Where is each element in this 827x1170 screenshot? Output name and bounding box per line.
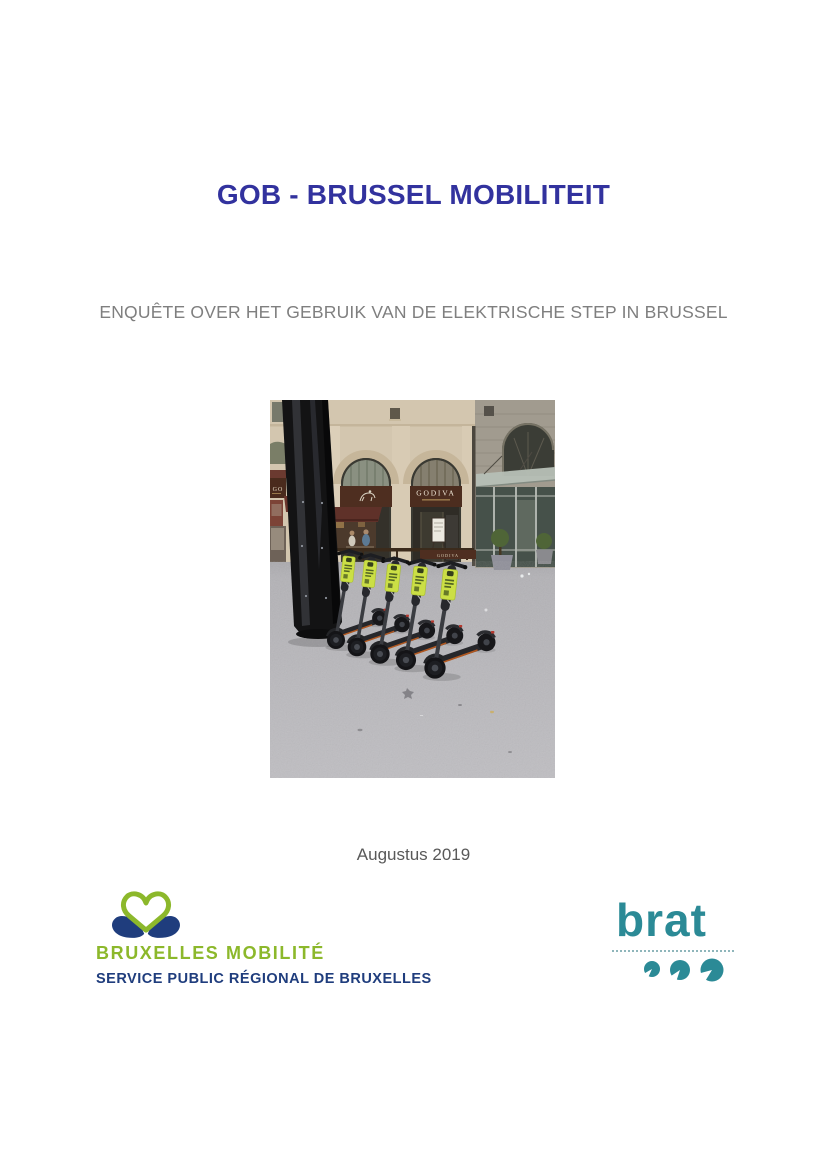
- cover-photo-illustration: [270, 400, 555, 778]
- heart-flower-icon: [108, 884, 184, 940]
- brat-blobs-icon: [612, 955, 736, 987]
- bruxelles-mobilite-tagline: SERVICE PUBLIC RÉGIONAL DE BRUXELLES: [96, 971, 432, 987]
- godiva-left-sign-text: GO: [272, 487, 284, 493]
- right-arch: [407, 454, 465, 562]
- page-subtitle: ENQUÊTE OVER HET GEBRUIK VAN DE ELEKTRISCHE STEP IN BRUSSEL: [99, 302, 728, 322]
- cover-photo: [270, 400, 555, 778]
- page-title: GOB - BRUSSEL MOBILITEIT: [216, 179, 611, 210]
- terrace-band-text: GODIVA: [437, 553, 459, 558]
- brat-logo-text: brat: [616, 894, 707, 946]
- brat-logo: [612, 894, 738, 987]
- bruxelles-mobilite-logo: [96, 884, 496, 987]
- bruxelles-mobilite-name: BRUXELLES MOBILITÉ: [96, 943, 325, 963]
- publication-date: Augustus 2019: [356, 845, 471, 864]
- dotted-divider: [612, 950, 734, 952]
- godiva-sign: [410, 486, 462, 507]
- emblem-sign: [340, 486, 392, 507]
- godiva-sign-text: GODIVA: [416, 488, 456, 498]
